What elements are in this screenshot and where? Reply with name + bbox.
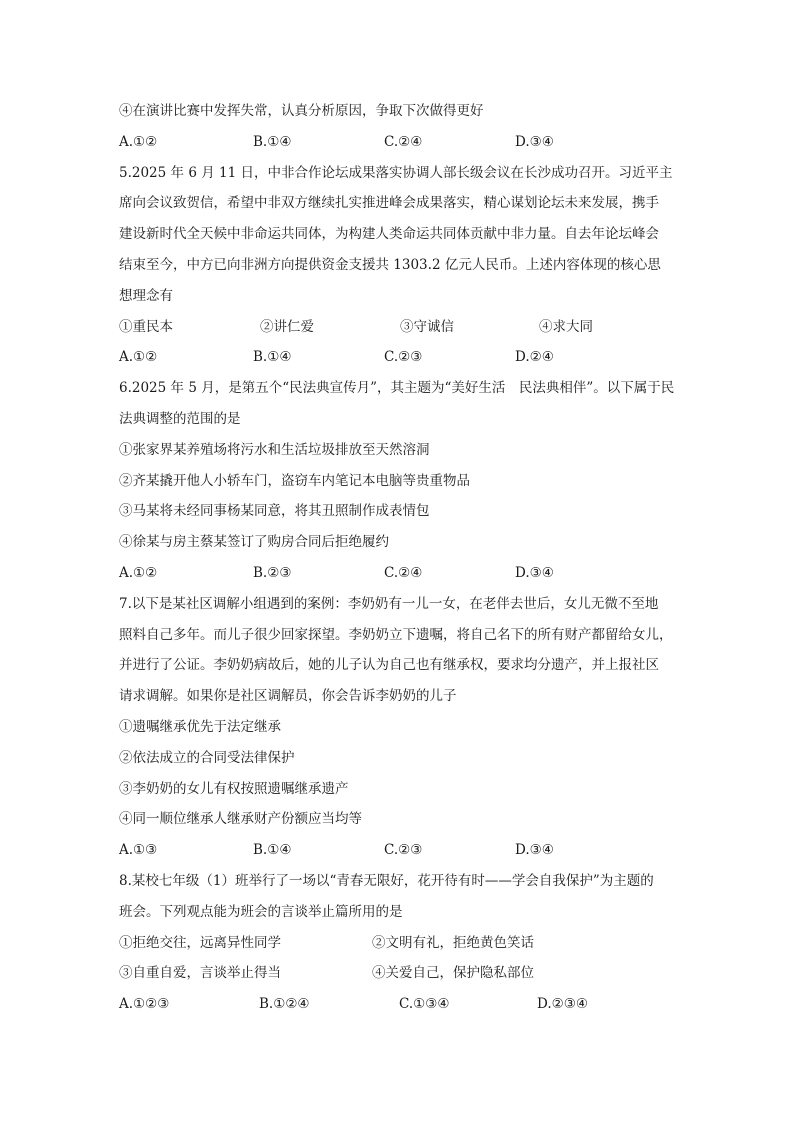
q6-item-1: ①张家界某养殖场将污水和生活垃圾排放至天然溶洞: [119, 441, 430, 458]
q5-stem-line: 结束至今，中方已向非洲方向提供资金支援共 1303.2 亿元人民币。上述内容体现的核心思: [119, 256, 661, 273]
q5-item-3: ③守诚信: [400, 318, 454, 335]
q6-stem-line: 6.2025 年 5 月，是第五个“民法典宣传月”，其主题为“美好生活 民法典相伴”。以下属于民: [119, 380, 675, 397]
q8-item-3: ③自重自爱，言谈举止得当: [119, 965, 281, 982]
q8-stem-line: 8.某校七年级（1）班举行了一场以“青春无限好，花开待有时——学会自我保护”为主题的: [119, 872, 654, 889]
q7-choice-d: D.③④: [515, 842, 554, 859]
q8-items-row-2: [119, 958, 679, 989]
q5-choice-a: A.①②: [119, 349, 158, 366]
q7-item-2: ②依法成立的合同受法律保护: [119, 749, 295, 766]
q5-choice-d: D.②④: [515, 349, 554, 366]
q8-stem: [119, 866, 679, 928]
q4-choices: [119, 127, 679, 158]
q5-items: [119, 312, 679, 343]
q7-item-4: ④同一顺位继承人继承财产份额应当均等: [119, 811, 362, 828]
q5-stem-line: 席向会议致贺信，希望中非双方继续扎实推进峰会成果落实，精心谋划论坛未来发展，携手: [119, 195, 659, 212]
q5-stem: [119, 158, 679, 312]
q7-stem: [119, 589, 679, 712]
q5-item-1: ①重民本: [119, 318, 173, 335]
q4-choice-c: C.②④: [384, 133, 423, 150]
q8-choice-a: A.①②③: [119, 996, 170, 1013]
q4-choice-a: A.①②: [119, 133, 158, 150]
q7-item-1: ①遗嘱继承优先于法定继承: [119, 718, 281, 735]
q6-stem: [119, 373, 679, 435]
q7-choice-a: A.①③: [119, 842, 158, 859]
q6-stem-line: 法典调整的范围的是: [119, 410, 241, 427]
q5-item-2: ②讲仁爱: [260, 318, 314, 335]
q8-item-1: ①拒绝交往，远离异性同学: [119, 934, 281, 951]
q6-item-4: ④徐某与房主蔡某签订了购房合同后拒绝履约: [119, 534, 389, 551]
q5-choice-b: B.①④: [253, 349, 292, 366]
q5-choices: [119, 342, 679, 373]
q4-item-4: ④在演讲比赛中发挥失常，认真分析原因，争取下次做得更好: [119, 103, 484, 119]
q6-choice-c: C.②④: [384, 564, 423, 581]
q8-items-row-1: [119, 928, 679, 959]
q6-item-3: ③马某将未经同事杨某同意，将其丑照制作成表情包: [119, 503, 430, 520]
q8-choice-b: B.①②④: [259, 996, 310, 1013]
q8-choice-d: D.②③④: [537, 996, 588, 1013]
q5-stem-line: 想理念有: [119, 287, 173, 304]
q5-item-4: ④求大同: [539, 318, 593, 335]
q7-stem-line: 并进行了公证。李奶奶病故后，她的儿子认为自己也有继承权，要求均分遗产，并上报社区: [119, 657, 659, 674]
q6-choice-a: A.①②: [119, 564, 158, 581]
q7-choice-b: B.①④: [253, 842, 292, 859]
q8-stem-line: 班会。下列观点能为班会的言谈举止篇所用的是: [119, 903, 403, 920]
q6-item-2: ②齐某撬开他人小轿车门，盗窃车内笔记本电脑等贵重物品: [119, 472, 470, 489]
q7-stem-line: 7.以下是某社区调解小组遇到的案例：李奶奶有一儿一女，在老伴去世后，女儿无微不至地: [119, 595, 659, 612]
q7-item-3: ③李奶奶的女儿有权按照遗嘱继承遗产: [119, 780, 349, 797]
q5-stem-line: 5.2025 年 6 月 11 日，中非合作论坛成果落实协调人部长级会议在长沙成功召开。习近平主: [119, 164, 673, 181]
q4-choice-d: D.③④: [515, 133, 554, 150]
q6-choices: [119, 558, 679, 589]
q7-choices: [119, 835, 679, 866]
q8-choices: [119, 989, 679, 1020]
q8-choice-c: C.①③④: [399, 996, 450, 1013]
q7-choice-c: C.②③: [384, 842, 423, 859]
exam-page: [119, 96, 679, 1020]
q5-choice-c: C.②③: [384, 349, 423, 366]
q7-stem-line: 照料自己多年。而儿子很少回家探望。李奶奶立下遗嘱，将自己名下的所有财产都留给女儿，: [119, 626, 673, 643]
q8-item-2: ②文明有礼，拒绝黄色笑话: [372, 934, 534, 951]
q8-item-4: ④关爱自己，保护隐私部位: [372, 965, 534, 982]
q6-choice-d: D.③④: [515, 564, 554, 581]
q5-stem-line: 建设新时代全天候中非命运共同体，为构建人类命运共同体贡献中非力量。自去年论坛峰会: [119, 226, 659, 243]
q6-choice-b: B.②③: [253, 564, 292, 581]
q4-choice-b: B.①④: [253, 133, 292, 150]
q7-stem-line: 请求调解。如果你是社区调解员，你会告诉李奶奶的儿子: [119, 688, 457, 705]
